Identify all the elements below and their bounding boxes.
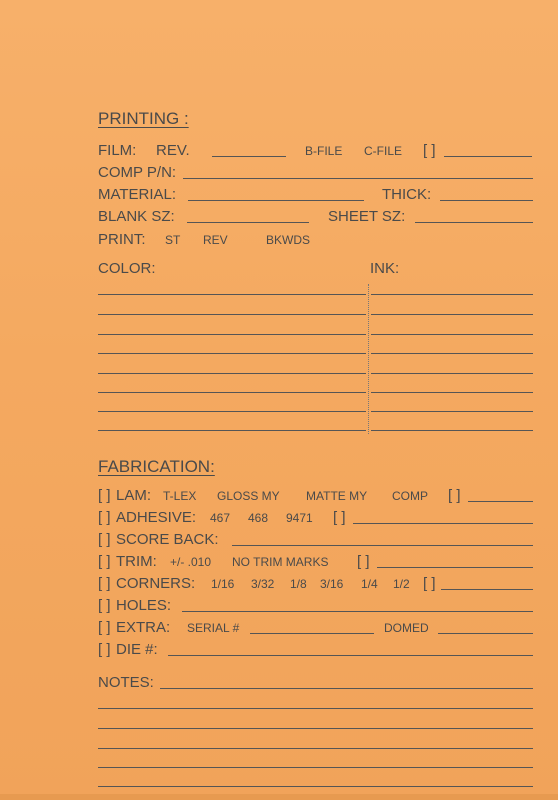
corners-other-field[interactable] bbox=[441, 589, 533, 590]
trim-option-no-marks[interactable]: NO TRIM MARKS bbox=[232, 555, 329, 569]
lam-checkbox[interactable]: [ ] bbox=[98, 487, 111, 504]
corner-option[interactable]: 1/16 bbox=[211, 577, 235, 591]
corner-option[interactable]: 3/16 bbox=[320, 577, 344, 591]
color-line[interactable] bbox=[98, 294, 366, 295]
extra-label: EXTRA: bbox=[116, 619, 171, 636]
lam-other-checkbox[interactable]: [ ] bbox=[448, 487, 461, 504]
rev-label: REV. bbox=[156, 142, 190, 159]
ink-line[interactable] bbox=[371, 353, 533, 354]
color-line[interactable] bbox=[98, 314, 366, 315]
adhesive-option-9471[interactable]: 9471 bbox=[286, 511, 313, 525]
ink-line[interactable] bbox=[371, 314, 533, 315]
extra-checkbox[interactable]: [ ] bbox=[98, 619, 111, 636]
corner-option[interactable]: 1/4 bbox=[361, 577, 378, 591]
serial-label: SERIAL # bbox=[187, 621, 240, 635]
color-label: COLOR: bbox=[98, 260, 156, 277]
trim-checkbox[interactable]: [ ] bbox=[98, 553, 111, 570]
notes-line[interactable] bbox=[98, 708, 533, 709]
material-label: MATERIAL: bbox=[98, 186, 177, 203]
notes-line[interactable] bbox=[98, 748, 533, 749]
adhesive-checkbox[interactable]: [ ] bbox=[98, 509, 111, 526]
color-ink-divider bbox=[368, 284, 369, 434]
ink-label: INK: bbox=[370, 260, 400, 277]
sheet-sz-field[interactable] bbox=[415, 222, 533, 223]
score-back-field[interactable] bbox=[232, 545, 533, 546]
holes-label: HOLES: bbox=[116, 597, 172, 614]
adhesive-other-checkbox[interactable]: [ ] bbox=[333, 509, 346, 526]
domed-field[interactable] bbox=[438, 633, 533, 634]
die-label: DIE #: bbox=[116, 641, 158, 658]
notes-line[interactable] bbox=[98, 786, 533, 787]
cfile-label: C-FILE bbox=[364, 144, 403, 158]
film-other-checkbox[interactable]: [ ] bbox=[423, 142, 436, 159]
card-bottom-edge bbox=[0, 794, 558, 800]
fabrication-heading: FABRICATION: bbox=[98, 457, 215, 476]
bfile-label: B-FILE bbox=[305, 144, 343, 158]
material-field[interactable] bbox=[188, 200, 364, 201]
print-option-bkwds[interactable]: BKWDS bbox=[266, 233, 311, 247]
holes-field[interactable] bbox=[182, 611, 533, 612]
ink-line[interactable] bbox=[371, 373, 533, 374]
holes-checkbox[interactable]: [ ] bbox=[98, 597, 111, 614]
ink-line[interactable] bbox=[371, 294, 533, 295]
thick-field[interactable] bbox=[440, 200, 533, 201]
blank-sz-field[interactable] bbox=[187, 222, 309, 223]
ink-line[interactable] bbox=[371, 334, 533, 335]
color-line[interactable] bbox=[98, 373, 366, 374]
lam-other-field[interactable] bbox=[468, 501, 533, 502]
trim-other-field[interactable] bbox=[377, 567, 533, 568]
notes-label: NOTES: bbox=[98, 674, 154, 691]
notes-line[interactable] bbox=[160, 688, 533, 689]
adhesive-option-467[interactable]: 467 bbox=[210, 511, 231, 525]
ink-line[interactable] bbox=[371, 392, 533, 393]
rev-field[interactable] bbox=[212, 156, 286, 157]
thick-label: THICK: bbox=[382, 186, 432, 203]
corners-other-checkbox[interactable]: [ ] bbox=[423, 575, 436, 592]
print-label: PRINT: bbox=[98, 231, 146, 248]
sheet-sz-label: SHEET SZ: bbox=[328, 208, 406, 225]
color-line[interactable] bbox=[98, 334, 366, 335]
comp-pn-label: COMP P/N: bbox=[98, 164, 177, 181]
film-other-field[interactable] bbox=[444, 156, 532, 157]
corner-option[interactable]: 1/8 bbox=[290, 577, 307, 591]
blank-sz-label: BLANK SZ: bbox=[98, 208, 175, 225]
corners-checkbox[interactable]: [ ] bbox=[98, 575, 111, 592]
score-back-checkbox[interactable]: [ ] bbox=[98, 531, 111, 548]
die-checkbox[interactable]: [ ] bbox=[98, 641, 111, 658]
lam-option-matte[interactable]: MATTE MY bbox=[306, 489, 368, 503]
print-option-st[interactable]: ST bbox=[165, 233, 181, 247]
lam-option-comp[interactable]: COMP bbox=[392, 489, 428, 503]
notes-line[interactable] bbox=[98, 767, 533, 768]
comp-pn-field[interactable] bbox=[183, 178, 533, 179]
color-line[interactable] bbox=[98, 430, 366, 431]
print-option-rev[interactable]: REV bbox=[203, 233, 228, 247]
score-back-label: SCORE BACK: bbox=[116, 531, 219, 548]
adhesive-other-field[interactable] bbox=[353, 523, 533, 524]
corner-option[interactable]: 3/32 bbox=[251, 577, 275, 591]
ink-line[interactable] bbox=[371, 411, 533, 412]
lam-label: LAM: bbox=[116, 487, 152, 504]
trim-label: TRIM: bbox=[116, 553, 157, 570]
trim-option-tolerance[interactable]: +/- .010 bbox=[170, 555, 212, 569]
adhesive-label: ADHESIVE: bbox=[116, 509, 197, 526]
color-line[interactable] bbox=[98, 411, 366, 412]
film-label: FILM: bbox=[98, 142, 137, 159]
color-line[interactable] bbox=[98, 353, 366, 354]
adhesive-option-468[interactable]: 468 bbox=[248, 511, 269, 525]
printing-heading: PRINTING : bbox=[98, 109, 189, 128]
die-field[interactable] bbox=[168, 655, 533, 656]
lam-option-gloss[interactable]: GLOSS MY bbox=[217, 489, 280, 503]
notes-line[interactable] bbox=[98, 728, 533, 729]
domed-label: DOMED bbox=[384, 621, 429, 635]
lam-option-tlex[interactable]: T-LEX bbox=[163, 489, 197, 503]
corners-label: CORNERS: bbox=[116, 575, 196, 592]
ink-line[interactable] bbox=[371, 430, 533, 431]
trim-other-checkbox[interactable]: [ ] bbox=[357, 553, 370, 570]
color-line[interactable] bbox=[98, 392, 366, 393]
corner-option[interactable]: 1/2 bbox=[393, 577, 410, 591]
serial-field[interactable] bbox=[250, 633, 374, 634]
